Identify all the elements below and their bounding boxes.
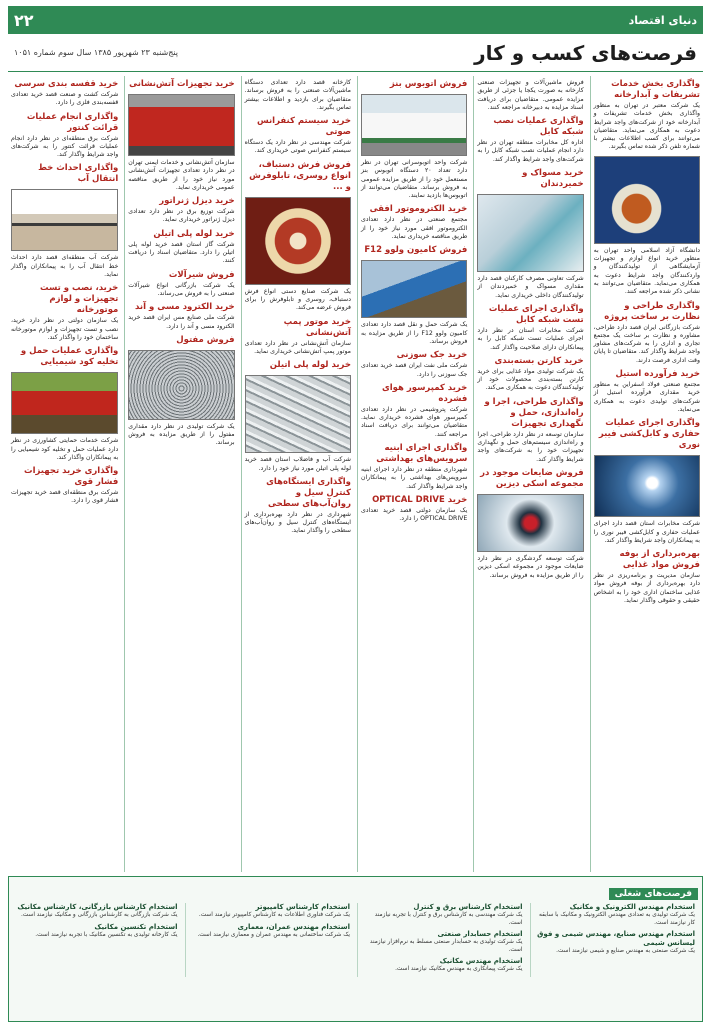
article	[594, 301, 700, 365]
job-ad-title: استخدام کارشناس کامپیوتر	[255, 903, 350, 911]
article-body: شرکت ملی صنایع مس ایران قصد خرید الکترود مسی و آند را دارد.	[128, 314, 235, 330]
job-ad	[16, 923, 178, 940]
article-body: یک سازمان دولتی قصد خرید تعدادی OPTICAL DRIVE را دارد.	[360, 506, 468, 523]
article-title: واگذاری طراحی و نظارت بر ساخت پروژه	[604, 300, 700, 322]
article-title: خرید سیستم کنفرانس صوتی	[256, 116, 351, 138]
article	[11, 437, 118, 462]
article-title: خرید مسواک و خمیردندان	[522, 168, 584, 190]
job-ad-title: استخدام مهندس الکترونیک و مکانیک	[569, 903, 695, 911]
article-body: شرکت ملی نفت ایران قصد خرید تعدادی جک سوزنی را دارد.	[360, 362, 468, 378]
article-body: سازمان توسعه در نظر دارد طراحی، اجرا و راه‌اندازی سیستم‌های حمل و نگهداری تجهیزات خود را به شرکت‌های واجد شرایط واگذار کند.	[477, 430, 584, 463]
article	[11, 163, 118, 185]
job-ad-title: استخدام مهندس مکانیک	[439, 957, 523, 965]
article	[361, 245, 467, 256]
article	[128, 270, 234, 299]
job-ad	[361, 957, 523, 974]
article-title: خرید لوله پلی اتیلن	[269, 360, 351, 371]
article	[11, 112, 118, 160]
article-title: خرید، نصب و تست تجهیزات و لوازم موتورخانه	[39, 283, 119, 316]
job-ad-body: یک شرکت تولیدی به تعدادی مهندس الکترونیک و مکانیک با سابقه کار نیازمند است.	[539, 912, 695, 926]
article-body: سازمان آتش‌نشانی در نظر دارد تعدادی موتور پمپ آتش‌نشانی خریداری نماید.	[244, 339, 351, 355]
column-1	[590, 76, 703, 872]
article-title: فروش اتوبوس بنز	[389, 79, 468, 89]
article-body: اداره کل مخابرات منطقه تهران در نظر دارد انجام عملیات نصب شبکه کابل را به شرکت‌های واجد شرایط واگذار کند.	[477, 139, 584, 163]
article	[477, 397, 583, 464]
article	[245, 456, 351, 473]
article-body: یک شرکت حمل و نقل قصد دارد تعدادی کامیون ولوو F12 را از طریق مزایده به فروش برساند.	[360, 321, 468, 345]
article	[245, 317, 351, 357]
article	[361, 321, 467, 346]
job-ad-title: استخدام مهندس عمران، معماری	[237, 922, 350, 931]
article-title: واگذاری ایستگاه‌های کنترل سیل و روان‌آب‌های سطحی	[266, 476, 351, 509]
article-title: واگذاری اجرای عملیات تست شبکه کابل	[488, 303, 584, 325]
article-title: خرید قفسه بندی سرسی	[14, 79, 119, 89]
article-body: یک شرکت صنایع دستی انواع فرش دستباف، روسری و تابلوفرش را برای فروش عرضه می‌کند.	[244, 287, 351, 312]
column-5	[124, 76, 237, 872]
article	[477, 356, 583, 393]
article-body: دانشگاه آزاد اسلامی واحد تهران به منظور خرید انواع لوازم و تجهیزات آزمایشگاهی از تولیدکنندگان و واردکنندگان واجد شرایط دعوت به همکاری می‌نماید. متقاضیان می‌توانند به نشانی ذکر شده مراجعه کنند.	[593, 246, 700, 296]
article-body: یک شرکت تولیدی مواد غذایی برای خرید کارتن بسته‌بندی محصولات خود از تولیدکنندگان دعوت به همکاری می‌کند.	[477, 367, 584, 392]
skier-photo	[477, 494, 583, 552]
column-6	[8, 76, 121, 872]
job-ad-body: یک کارخانه تولیدی به تکنسین مکانیک با تجربه نیازمند است.	[35, 931, 178, 938]
page-number: ۲۲	[14, 10, 34, 30]
article-body: یک شرکت تولیدی در نظر دارد مقداری مفتول را از طریق مزایده به فروش برساند.	[128, 422, 235, 447]
article-body: شرکت توسعه گردشگری در نظر دارد ضایعات موجود در مجموعه اسکی دیزین را از طریق مزایده به فروش برساند.	[477, 554, 584, 579]
article-body: شرکت بازرگانی ایران قصد دارد طراحی، مشاوره و نظارت بر ساخت یک مجتمع تجاری و اداری را به شرکت‌های مشاور واجد شرایط واگذار کند. متقاضیان تا پایان وقت اداری فرصت دارند.	[593, 323, 700, 364]
article	[594, 418, 700, 451]
paste-photo	[477, 194, 583, 272]
classified-column-3	[185, 903, 354, 977]
carpet-photo	[245, 197, 351, 285]
article-title: خرید تجهیزات آتش‌نشانی	[129, 79, 235, 89]
article-body: شرکت توزیع برق در نظر دارد تعدادی دیزل ژنراتور خریداری نماید.	[128, 208, 235, 224]
job-ad-body: یک شرکت پیمانکاری به مهندس مکانیک نیازمند است.	[395, 966, 523, 972]
article-body: شرکت مخابرات استان در نظر دارد اجرای عملیات تست شبکه کابل را به پیمانکاران دارای صلاحیت واگذار کند.	[477, 326, 584, 351]
job-ad-title: استخدام حسابدار صنعتی	[437, 930, 523, 938]
article-body: شهرداری منطقه در نظر دارد اجرای ابنیه سرویس‌های بهداشتی را به پیمانکاران واجد شرایط واگذار کند.	[360, 466, 468, 490]
article	[245, 160, 351, 193]
article	[477, 555, 583, 580]
article	[477, 168, 583, 190]
bus-photo	[361, 94, 467, 156]
article-body: یک شرکت بازرگانی انواع شیرآلات صنعتی را به فروش می‌رساند.	[128, 281, 235, 297]
article-title: فروش کامیون ولوو F12	[364, 245, 468, 256]
article-title: خرید لوله پلی اتیلن	[153, 228, 235, 239]
article	[477, 468, 583, 490]
article-title: خرید کمپرسور هوای فشرده	[381, 382, 468, 404]
article	[361, 79, 467, 90]
job-ad-body: یک شرکت مهندسی به کارشناس برق و کنترل با تجربه نیازمند است.	[374, 912, 523, 926]
classified-heading: فرصت‌های شغلی	[609, 888, 698, 900]
article-title: واگذاری احداث خط انتقال آب	[38, 163, 119, 185]
article-title: واگذاری بخش خدمات تشریفات و آبدارخانه	[611, 79, 700, 100]
masthead	[8, 6, 703, 34]
article-body: شرکت واحد اتوبوسرانی تهران در نظر دارد تعداد ۲۰ دستگاه اتوبوس بنز مستعمل خود را از طریق مزایده عمومی به فروش برساند. متقاضیان می‌توانند از اتوبوس‌ها بازدید نمایند.	[360, 159, 468, 200]
wire-photo	[128, 350, 234, 420]
job-ad	[16, 903, 178, 920]
article	[361, 443, 467, 491]
article-title: فروش فرش دستباف، انواع روسری، تابلوفرش و ...	[249, 159, 351, 192]
article-title: واگذاری خرید تجهیزات فشار قوی	[24, 466, 119, 488]
article-columns	[8, 76, 703, 872]
article-body: شرکت آب منطقه‌ای قصد دارد احداث خط انتقال آب را به پیمانکاران واگذار نماید.	[10, 254, 119, 279]
article-title: واگذاری انجام عملیات قرائت کنتور	[26, 111, 119, 133]
spark-photo	[594, 455, 700, 517]
classified-column-4	[13, 903, 181, 977]
article	[128, 196, 234, 225]
article	[128, 159, 234, 192]
job-ad-title: استخدام کارشناس برق و کنترل	[413, 903, 523, 911]
article	[361, 383, 467, 439]
article	[594, 247, 700, 297]
article	[11, 79, 118, 108]
job-ad	[534, 903, 696, 927]
fire-photo	[128, 94, 234, 156]
article	[245, 79, 351, 112]
article	[245, 360, 351, 371]
article-title: خرید دیزل ژنراتور	[159, 196, 235, 207]
classified-column-1	[530, 903, 699, 977]
classified-ads	[8, 876, 703, 1022]
section-title: فرصت‌های کسب و کار	[474, 40, 697, 65]
article	[245, 288, 351, 313]
article-body: فروش ماشین‌آلات و تجهیزات صنعتی کارخانه به صورت یکجا یا جزئی از طریق مزایده عمومی. متقاضیان برای دریافت اسناد مزایده به دبیرخانه مراجعه کنند.	[477, 79, 584, 111]
article	[11, 346, 118, 368]
article	[11, 466, 118, 506]
article-title: فروش مفتول	[176, 334, 235, 345]
article-body: سازمان مدیریت و برنامه‌ریزی در نظر دارد بهره‌برداری از بوفه فروش مواد غذایی ساختمان اداری خود را به اشخاص حقیقی و حقوقی واگذار نماید.	[593, 572, 700, 605]
article	[477, 79, 583, 112]
column-3	[357, 76, 470, 872]
tower-photo	[11, 189, 118, 251]
article-body: یک شرکت معتبر در تهران به منظور واگذاری بخش خدمات تشریفات و آبدارخانه خود از شرکت‌های واجد شرایط دعوت به همکاری می‌نماید. متقاضیان می‌توانند برای کسب اطلاعات بیشتر با شماره تلفن ذکر شده تماس بگیرند.	[593, 102, 700, 151]
article-title: خرید OPTICAL DRIVE	[372, 494, 468, 505]
job-ad	[189, 903, 351, 920]
article-title: واگذاری اجرای ابنیه سرویس‌های بهداشتی	[376, 443, 468, 465]
article-title: خرید الکتروموتور افقی	[369, 204, 468, 215]
job-ad-body: یک شرکت تولیدی به حسابدار صنعتی مسلط به نرم‌افزار نیازمند است.	[369, 939, 523, 953]
section-titlebar	[8, 34, 703, 72]
article	[477, 275, 583, 300]
article	[594, 79, 700, 152]
article-body: شرکت کشت و صنعت قصد خرید تعدادی قفسه‌بندی فلزی را دارد.	[10, 91, 119, 107]
classified-grid	[13, 903, 698, 977]
article	[361, 159, 467, 200]
article-body: سازمان آتش‌نشانی و خدمات ایمنی تهران در نظر دارد تعدادی تجهیزات آتش‌نشانی مورد نیاز خود را از طریق مناقصه عمومی خریداری نماید.	[128, 159, 235, 191]
newspaper-page	[8, 6, 703, 1022]
article-title: خرید جک سوزنی	[396, 350, 468, 361]
article	[128, 335, 234, 346]
job-ad-body: یک شرکت صنعتی به مهندس صنایع و شیمی نیازمند است.	[556, 948, 695, 954]
article-body: شرکت خدمات حمایتی کشاورزی در نظر دارد عملیات حمل و تخلیه کود شیمیایی را به پیمانکاران واگذار کند.	[10, 437, 119, 461]
article	[128, 229, 234, 266]
job-ad-title: استخدام کارشناس بازرگانی، کارشناس مکانیک	[17, 903, 178, 911]
article-body: مجتمع صنعتی فولاد اسفراین به منظور خرید مقداری فرآورده استیل از شرکت‌های تولیدی دعوت به همکاری می‌نماید.	[593, 381, 700, 413]
article	[128, 302, 234, 331]
article	[11, 254, 118, 279]
article	[477, 304, 583, 352]
tea-photo	[594, 156, 700, 244]
article-body: یک سازمان دولتی در نظر دارد خرید، نصب و تست تجهیزات و لوازم موتورخانه ساختمان خود را واگذار کند.	[10, 317, 119, 341]
classified-column-2	[357, 903, 526, 977]
pipes-photo	[245, 375, 351, 453]
article-title: خرید فرآورده استیل	[615, 369, 700, 380]
article-title: واگذاری طراحی، اجرا و راه‌اندازی، حمل و نگهداری تجهیزات	[484, 396, 584, 429]
job-ad-body: یک شرکت فناوری اطلاعات به کارشناس کامپیوتر نیازمند است.	[198, 912, 350, 918]
job-ad	[361, 903, 523, 927]
article	[594, 369, 700, 414]
article	[361, 204, 467, 241]
article	[128, 423, 234, 448]
job-ad	[361, 930, 523, 954]
article-title: خرید موتور پمپ آتش‌نشانی	[283, 316, 351, 338]
job-ad-title: استخدام تکنسین مکانیک	[94, 922, 178, 931]
job-ad	[189, 923, 351, 940]
article-body: شرکت مهندسی در نظر دارد یک دستگاه سیستم کنفرانس صوتی خریداری کند.	[244, 139, 351, 155]
article	[128, 79, 234, 90]
plow-photo	[11, 372, 118, 434]
article-body: شرکت آب و فاضلاب استان قصد خرید لوله پلی اتیلن مورد نیاز خود را دارد.	[244, 456, 351, 472]
article	[594, 549, 700, 605]
article-title: خرید کارتن بسته‌بندی	[494, 355, 584, 366]
article-title: واگذاری عملیات نصب شبکه کابل	[493, 116, 584, 138]
newspaper-brand: دنیای اقتصاد	[628, 13, 697, 27]
article-body: مجتمع صنعتی در نظر دارد تعدادی الکتروموتور افقی مورد نیاز خود را از طریق مناقصه خریداری نماید.	[360, 216, 468, 241]
article	[11, 283, 118, 342]
article-body: شرکت گاز استان قصد خرید لوله پلی اتیلن را دارد. متقاضیان اسناد را دریافت کنند.	[128, 240, 235, 265]
article-body: شرکت مخابرات استان قصد دارد اجرای عملیات حفاری و کابل‌کشی فیبر نوری را به پیمانکاران واجد شرایط واگذار کند.	[593, 520, 700, 544]
job-ad-title: استخدام مهندس صنایع، مهندس شیمی و فوق لیسانس شیمی	[537, 930, 695, 947]
article-title: واگذاری اجرای عملیات حفاری و کابل‌کشی فیبر نوری	[598, 418, 700, 451]
article-body: شرکت برق منطقه‌ای در نظر دارد انجام عملیات قرائت کنتور را به شرکت‌های واجد شرایط واگذار کند.	[10, 134, 119, 159]
job-ad-body: یک شرکت ساختمانی به مهندس عمران و معماری نیازمند است.	[197, 931, 350, 938]
article-title: فروش ضایعات موجود در مجموعه اسکی دیزین	[480, 467, 584, 489]
article	[477, 116, 583, 164]
article-title: واگذاری عملیات حمل و تخلیه کود شیمیایی	[20, 346, 119, 368]
article-body: کارخانه قصد دارد تعدادی دستگاه ماشین‌آلات صنعتی را به فروش برساند. متقاضیان برای بازدید و اطلاعات بیشتر تماس بگیرند.	[244, 79, 351, 111]
article-body: شرکت برق منطقه‌ای قصد خرید تجهیزات فشار قوی را دارد.	[10, 489, 119, 505]
article-body: شهرداری در نظر دارد بهره‌برداری از ایستگاه‌های کنترل سیل و روان‌آب‌های سطحی را واگذار نماید.	[244, 510, 351, 535]
job-ad-body: یک شرکت بازرگانی به کارشناس بازرگانی و مکانیک نیازمند است.	[20, 912, 178, 918]
article	[245, 116, 351, 156]
column-2	[473, 76, 586, 872]
article-title: بهره‌برداری از بوفه فروش مواد غذایی	[619, 549, 700, 571]
article-body: شرکت پتروشیمی در نظر دارد تعدادی کمپرسور هوای فشرده خریداری نماید. متقاضیان می‌توانند برای دریافت اسناد مراجعه کنند.	[360, 405, 468, 438]
truck-photo	[361, 260, 467, 318]
article-body: شرکت تعاونی مصرف کارکنان قصد دارد مقداری مسواک و خمیردندان از تولیدکنندگان داخلی خریداری نماید.	[477, 275, 584, 299]
article	[594, 520, 700, 545]
article-title: فروش شیرآلات	[168, 269, 235, 280]
article	[361, 350, 467, 379]
job-ad	[534, 930, 696, 956]
dateline: پنج‌شنبه ۲۳ شهریور ۱۳۸۵ سال سوم شماره ۱۰۵۱	[14, 48, 178, 57]
article	[361, 495, 467, 524]
article-title: خرید الکترود مسی و آند	[135, 302, 235, 313]
column-4	[241, 76, 354, 872]
article	[245, 477, 351, 536]
